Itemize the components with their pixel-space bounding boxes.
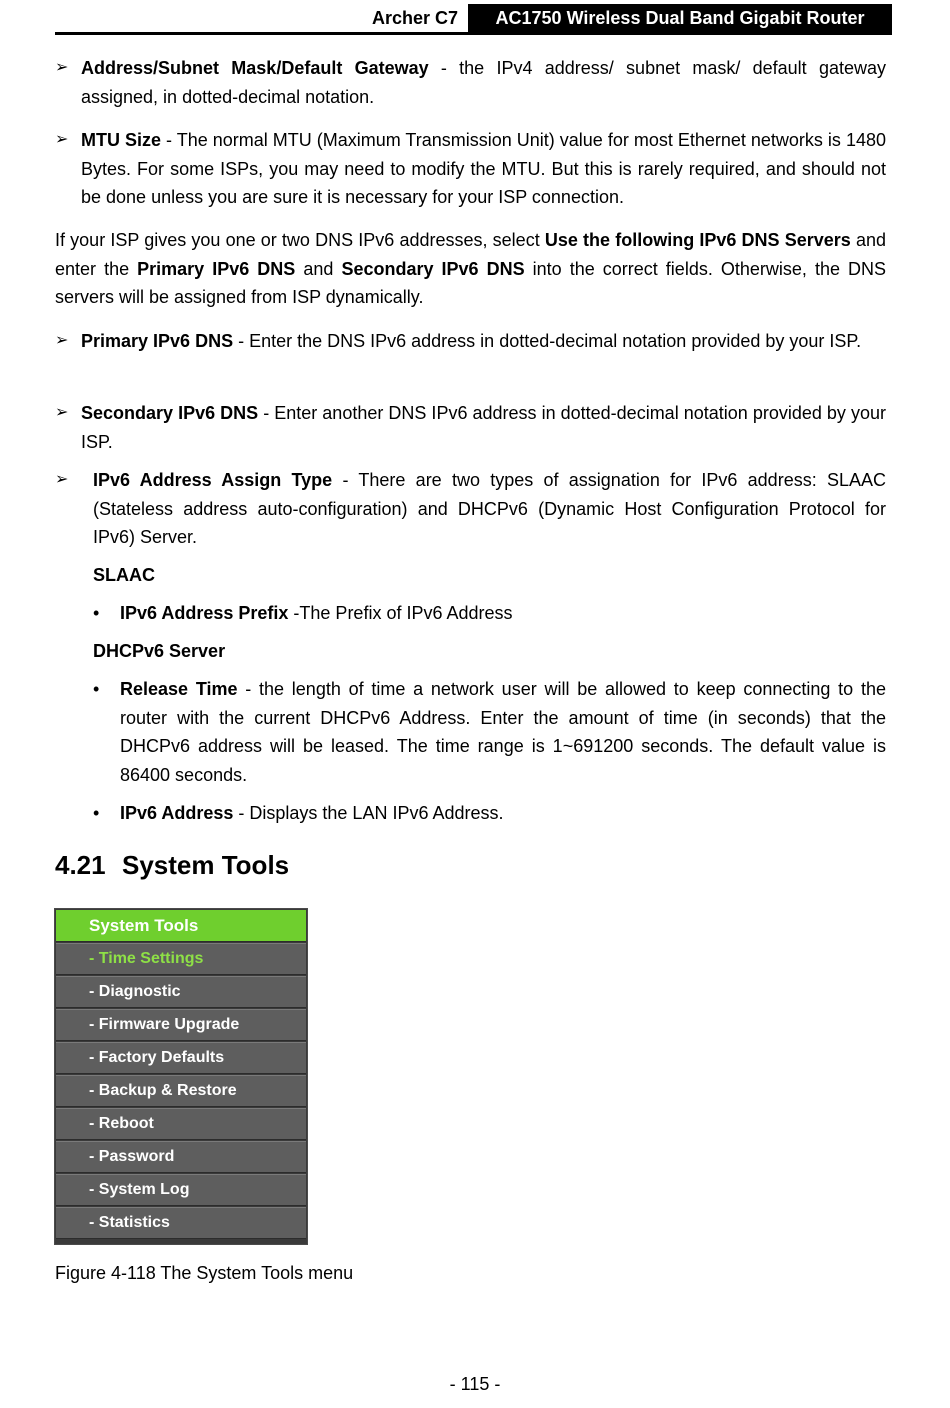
header-product: AC1750 Wireless Dual Band Gigabit Router	[495, 7, 865, 28]
menu-item-backup-restore[interactable]: - Backup & Restore	[56, 1075, 306, 1107]
bullet-text: - Displays the LAN IPv6 Address.	[233, 803, 504, 823]
slaac-item	[120, 599, 886, 628]
bullet-text: - There are two types of assignation for IPv6 address: SLAAC (Stateless address auto-configuration) and DHCPv6 (Dynamic Host Configuration Protocol for IPv6) Server.	[93, 470, 886, 548]
menu-item-diagnostic[interactable]: - Diagnostic	[56, 976, 306, 1008]
bullet-assign-type	[93, 466, 886, 552]
bullet-term: Primary IPv6 DNS	[81, 331, 234, 351]
bullet-term: Address/Subnet Mask/Default Gateway	[81, 58, 429, 78]
bullet-term: IPv6 Address Assign Type	[93, 470, 333, 490]
menu-item-reboot[interactable]: - Reboot	[56, 1108, 306, 1140]
menu-item-statistics[interactable]: - Statistics	[56, 1207, 306, 1239]
bullet-primary-dns	[81, 327, 886, 356]
arrow-bullet-icon: ➢	[55, 131, 69, 148]
slaac-heading	[93, 561, 155, 590]
dhcpv6-heading	[93, 637, 225, 666]
subheading-text: SLAAC	[93, 565, 155, 585]
menu-item-password[interactable]: - Password	[56, 1141, 306, 1173]
arrow-bullet-icon: ➢	[55, 471, 69, 488]
bullet-text: - the length of time a network user will be allowed to keep connecting to the router with the current DHCPv6 Address. Enter the amount of time (in seconds) that the DHCPv6 address will be leased. The time range is 1~691200 seconds. The default value is 86400 seconds.	[120, 679, 886, 785]
arrow-bullet-icon: ➢	[55, 332, 69, 349]
header-model: Archer C7	[371, 8, 458, 28]
page-number: - 115 -	[449, 1374, 501, 1394]
bullet-text: - Enter the DNS IPv6 address in dotted-decimal notation provided by your ISP.	[233, 331, 862, 351]
menu-item-firmware-upgrade[interactable]: - Firmware Upgrade	[56, 1009, 306, 1041]
bullet-address	[81, 54, 886, 111]
paragraph-bold: Primary IPv6 DNS	[137, 258, 296, 279]
bullet-secondary-dns	[81, 399, 886, 456]
paragraph-bold: Use the following IPv6 DNS Servers	[544, 230, 851, 250]
arrow-bullet-icon: ➢	[55, 59, 69, 76]
paragraph-text: If your ISP gives you one or two DNS IPv6 addresses, select	[55, 230, 545, 250]
bullet-text: -The Prefix of IPv6 Address	[288, 603, 513, 623]
menu-item-system-log[interactable]: - System Log	[56, 1174, 306, 1206]
paragraph-bold: Secondary IPv6 DNS	[341, 258, 525, 279]
menu-item-factory-defaults[interactable]: - Factory Defaults	[56, 1042, 306, 1074]
paragraph-text: and enter the	[55, 230, 886, 279]
bullet-text: - The normal MTU (Maximum Transmission Unit) value for most Ethernet networks is 1480 Bytes. For some ISPs, you may need to modify the MTU. But this is rarely required, and should not be done unless you are sure it is necessary for your ISP connection.	[81, 130, 886, 208]
dhcpv6-ipv6-address	[120, 799, 886, 828]
bullet-term: IPv6 Address	[120, 803, 234, 823]
page-header	[55, 4, 892, 35]
figure-caption: Figure 4-118 The System Tools menu	[55, 1263, 354, 1283]
menu-item-time-settings[interactable]: - Time Settings	[56, 943, 306, 975]
bullet-dot-icon: •	[93, 679, 100, 699]
bullet-dot-icon: •	[93, 603, 100, 623]
paragraph-text: into the correct fields. Otherwise, the DNS servers will be assigned from ISP dynamically.	[55, 258, 887, 308]
header-product-box	[468, 4, 892, 32]
section-number: 4.21	[55, 850, 106, 880]
bullet-term: Secondary IPv6 DNS	[81, 403, 259, 423]
bullet-term: MTU Size	[81, 130, 162, 150]
bullet-term: IPv6 Address Prefix	[120, 603, 289, 623]
dhcpv6-release-time	[120, 675, 886, 789]
menu-header-system-tools[interactable]: System Tools	[56, 910, 306, 942]
bullet-text: - the IPv4 address/ subnet mask/ default gateway assigned, in dotted-decimal notation.	[81, 58, 886, 107]
bullet-dot-icon: •	[93, 803, 100, 823]
bullet-term: Release Time	[120, 679, 238, 699]
section-title-text: System Tools	[122, 850, 290, 880]
paragraph-text: and	[295, 258, 342, 279]
section-title	[55, 850, 289, 881]
bullet-mtu	[81, 126, 886, 212]
arrow-bullet-icon: ➢	[55, 404, 69, 421]
subheading-text: DHCPv6 Server	[93, 641, 226, 661]
dns-paragraph	[55, 226, 886, 312]
system-tools-menu	[54, 908, 308, 1245]
bullet-text: - Enter another DNS IPv6 address in dotted-decimal notation provided by your ISP.	[81, 403, 886, 452]
